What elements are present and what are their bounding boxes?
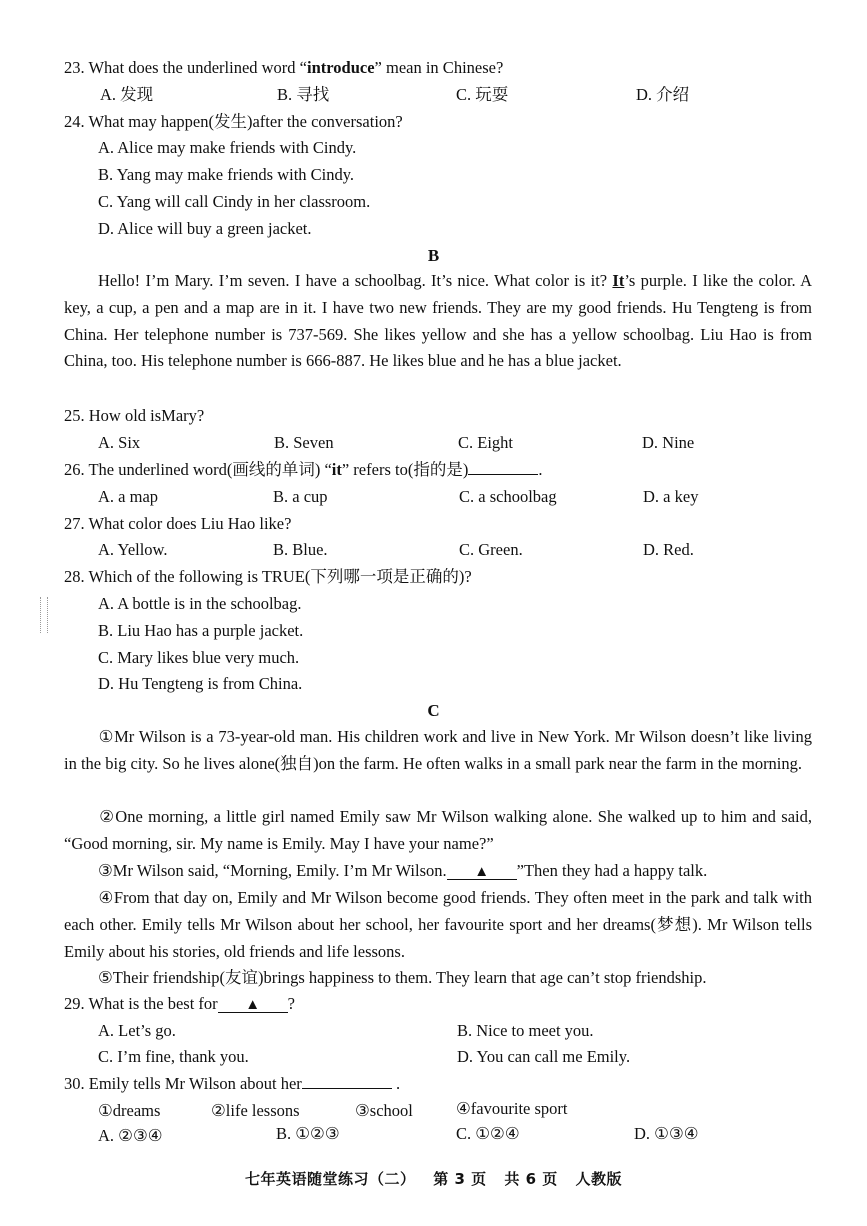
q25-stem: 25. How old isMary? xyxy=(64,406,205,425)
q26-option-d: D. a key xyxy=(643,487,699,506)
passage-b-underlined-it: It xyxy=(612,271,625,290)
q23-option-a: A. 发现 xyxy=(100,85,154,104)
q29-option-b: B. Nice to meet you. xyxy=(457,1021,594,1040)
q30-stem-b: . xyxy=(391,1074,401,1093)
q25-option-a: A. Six xyxy=(98,433,141,452)
q30-option-b: B. ①②③ xyxy=(276,1124,340,1143)
q23-stem-pre: 23. What does the underlined word “ xyxy=(64,58,308,77)
q30-item-4: ④favourite sport xyxy=(456,1099,568,1118)
passage-b-text-2: ’s purple. I like the color. A key, a cup, a pen and a map are in it. I have two new friends. They are my good friends. Hu Tengteng is from China. Her telephone number is 737-569. She likes yellow and she has a yellow schoolbag. Liu Hao is from China, too. His telephone number is 666-887. He likes blue and he has a blue jacket. xyxy=(64,271,812,371)
q25-option-b: B. Seven xyxy=(274,433,334,452)
q28-option-a: A. A bottle is in the schoolbag. xyxy=(98,594,302,613)
section-c-p3 xyxy=(64,858,812,885)
q27-option-a: A. Yellow. xyxy=(98,540,168,559)
q27-option-d: D. Red. xyxy=(643,540,694,559)
q28-stem: 28. Which of the following is TRUE(下列哪一项是正确的)? xyxy=(64,567,472,586)
passage-c-p3-text-a: ③Mr Wilson said, “Morning, Emily. I’m Mr Wilson. xyxy=(98,861,447,880)
q29-blank-triangle: ▲ xyxy=(218,998,288,1013)
q30-option-c: C. ①②④ xyxy=(456,1124,520,1143)
q24-option-a: A. Alice may make friends with Cindy. xyxy=(98,138,357,157)
q29-option-d: D. You can call me Emily. xyxy=(457,1047,631,1066)
q23-option-b: B. 寻找 xyxy=(277,85,330,104)
q24-option-d: D. Alice will buy a green jacket. xyxy=(98,219,312,238)
q28-option-b: B. Liu Hao has a purple jacket. xyxy=(98,621,304,640)
section-b-title: B xyxy=(427,246,440,265)
q27-stem: 27. What color does Liu Hao like? xyxy=(64,514,292,533)
q30-stem xyxy=(64,1074,400,1094)
passage-c-p4-text: ④From that day on, Emily and Mr Wilson become good friends. They often meet in the park and talk with each other. Emily tells Mr Wilson about her school, her favourite sport and her dreams(梦想). Mr Wilson tells Emily about his stories, old friends and life lessons. xyxy=(64,888,812,961)
section-c-p2 xyxy=(64,804,812,858)
q30-option-d: D. ①③④ xyxy=(634,1124,699,1143)
footer-page-number: 第 3 页 xyxy=(433,1170,487,1188)
q26-option-c: C. a schoolbag xyxy=(459,487,557,506)
section-c-p5 xyxy=(64,965,812,992)
q27-option-c: C. Green. xyxy=(459,540,523,559)
q26-stem-end: . xyxy=(538,460,543,479)
passage-c-p2-text: ②One morning, a little girl named Emily saw Mr Wilson walking alone. She walked up to him and said, “Good morning, sir. My name is Emily. May I have your name?” xyxy=(64,807,812,853)
q23-option-d: D. 介绍 xyxy=(636,85,690,104)
section-b-passage xyxy=(64,268,812,375)
q26-answer-blank xyxy=(468,460,538,475)
q23-stem xyxy=(64,58,503,78)
q29-stem-b: ? xyxy=(287,994,295,1013)
section-c-p1 xyxy=(64,724,812,778)
q30-option-a: A. ②③④ xyxy=(98,1126,163,1145)
q24-option-c: C. Yang will call Cindy in her classroom. xyxy=(98,192,371,211)
q28-option-d: D. Hu Tengteng is from China. xyxy=(98,674,303,693)
q23-option-c: C. 玩耍 xyxy=(456,85,509,104)
footer-title: 七年英语随堂练习（二） xyxy=(244,1170,416,1188)
passage-c-p5-text: ⑤Their friendship(友谊)brings happiness to them. They learn that age can’t stop friendship. xyxy=(98,968,707,987)
q23-keyword: introduce xyxy=(307,58,375,77)
footer-edition: 人教版 xyxy=(575,1170,622,1188)
q25-option-d: D. Nine xyxy=(642,433,695,452)
q26-option-a: A. a map xyxy=(98,487,159,506)
q30-item-1: ①dreams xyxy=(98,1101,161,1120)
q30-item-3: ③school xyxy=(355,1101,413,1120)
section-c-title: C xyxy=(427,701,440,720)
q29-option-c: C. I’m fine, thank you. xyxy=(98,1047,249,1066)
q30-stem-a: 30. Emily tells Mr Wilson about her xyxy=(64,1074,302,1093)
q24-stem: 24. What may happen(发生)after the conversation? xyxy=(64,112,403,131)
q26-keyword: it xyxy=(331,460,342,479)
q29-option-a: A. Let’s go. xyxy=(98,1021,176,1040)
q29-stem-a: 29. What is the best for xyxy=(64,994,218,1013)
q30-item-2: ②life lessons xyxy=(211,1101,300,1120)
passage-c-p3-text-b: ”Then they had a happy talk. xyxy=(516,861,708,880)
q24-option-b: B. Yang may make friends with Cindy. xyxy=(98,165,355,184)
passage-b-text-1: Hello! I’m Mary. I’m seven. I have a schoolbag. It’s nice. What color is it? xyxy=(98,271,613,290)
page-footer xyxy=(0,1168,867,1189)
q26-option-b: B. a cup xyxy=(273,487,328,506)
q23-stem-post: ” mean in Chinese? xyxy=(374,58,504,77)
section-c-p4 xyxy=(64,885,812,965)
q26-stem xyxy=(64,460,542,480)
passage-c-p1-text: ①Mr Wilson is a 73-year-old man. His children work and live in New York. Mr Wilson doesn’t like living in the big city. So he lives alone(独自)on the farm. He often walks in a small park near the farm in the morning. xyxy=(64,727,812,773)
q27-option-b: B. Blue. xyxy=(273,540,328,559)
q25-option-c: C. Eight xyxy=(458,433,514,452)
footer-total-pages: 共 6 页 xyxy=(504,1170,558,1188)
q26-stem-a: 26. The underlined word(画线的单词) “ xyxy=(64,460,332,479)
margin-mark xyxy=(40,597,48,633)
q29-stem xyxy=(64,994,295,1014)
q28-option-c: C. Mary likes blue very much. xyxy=(98,648,300,667)
q30-answer-blank xyxy=(302,1074,392,1089)
q26-stem-b: ” refers to(指的是) xyxy=(341,460,469,479)
passage-c-blank-triangle: ▲ xyxy=(447,865,517,880)
